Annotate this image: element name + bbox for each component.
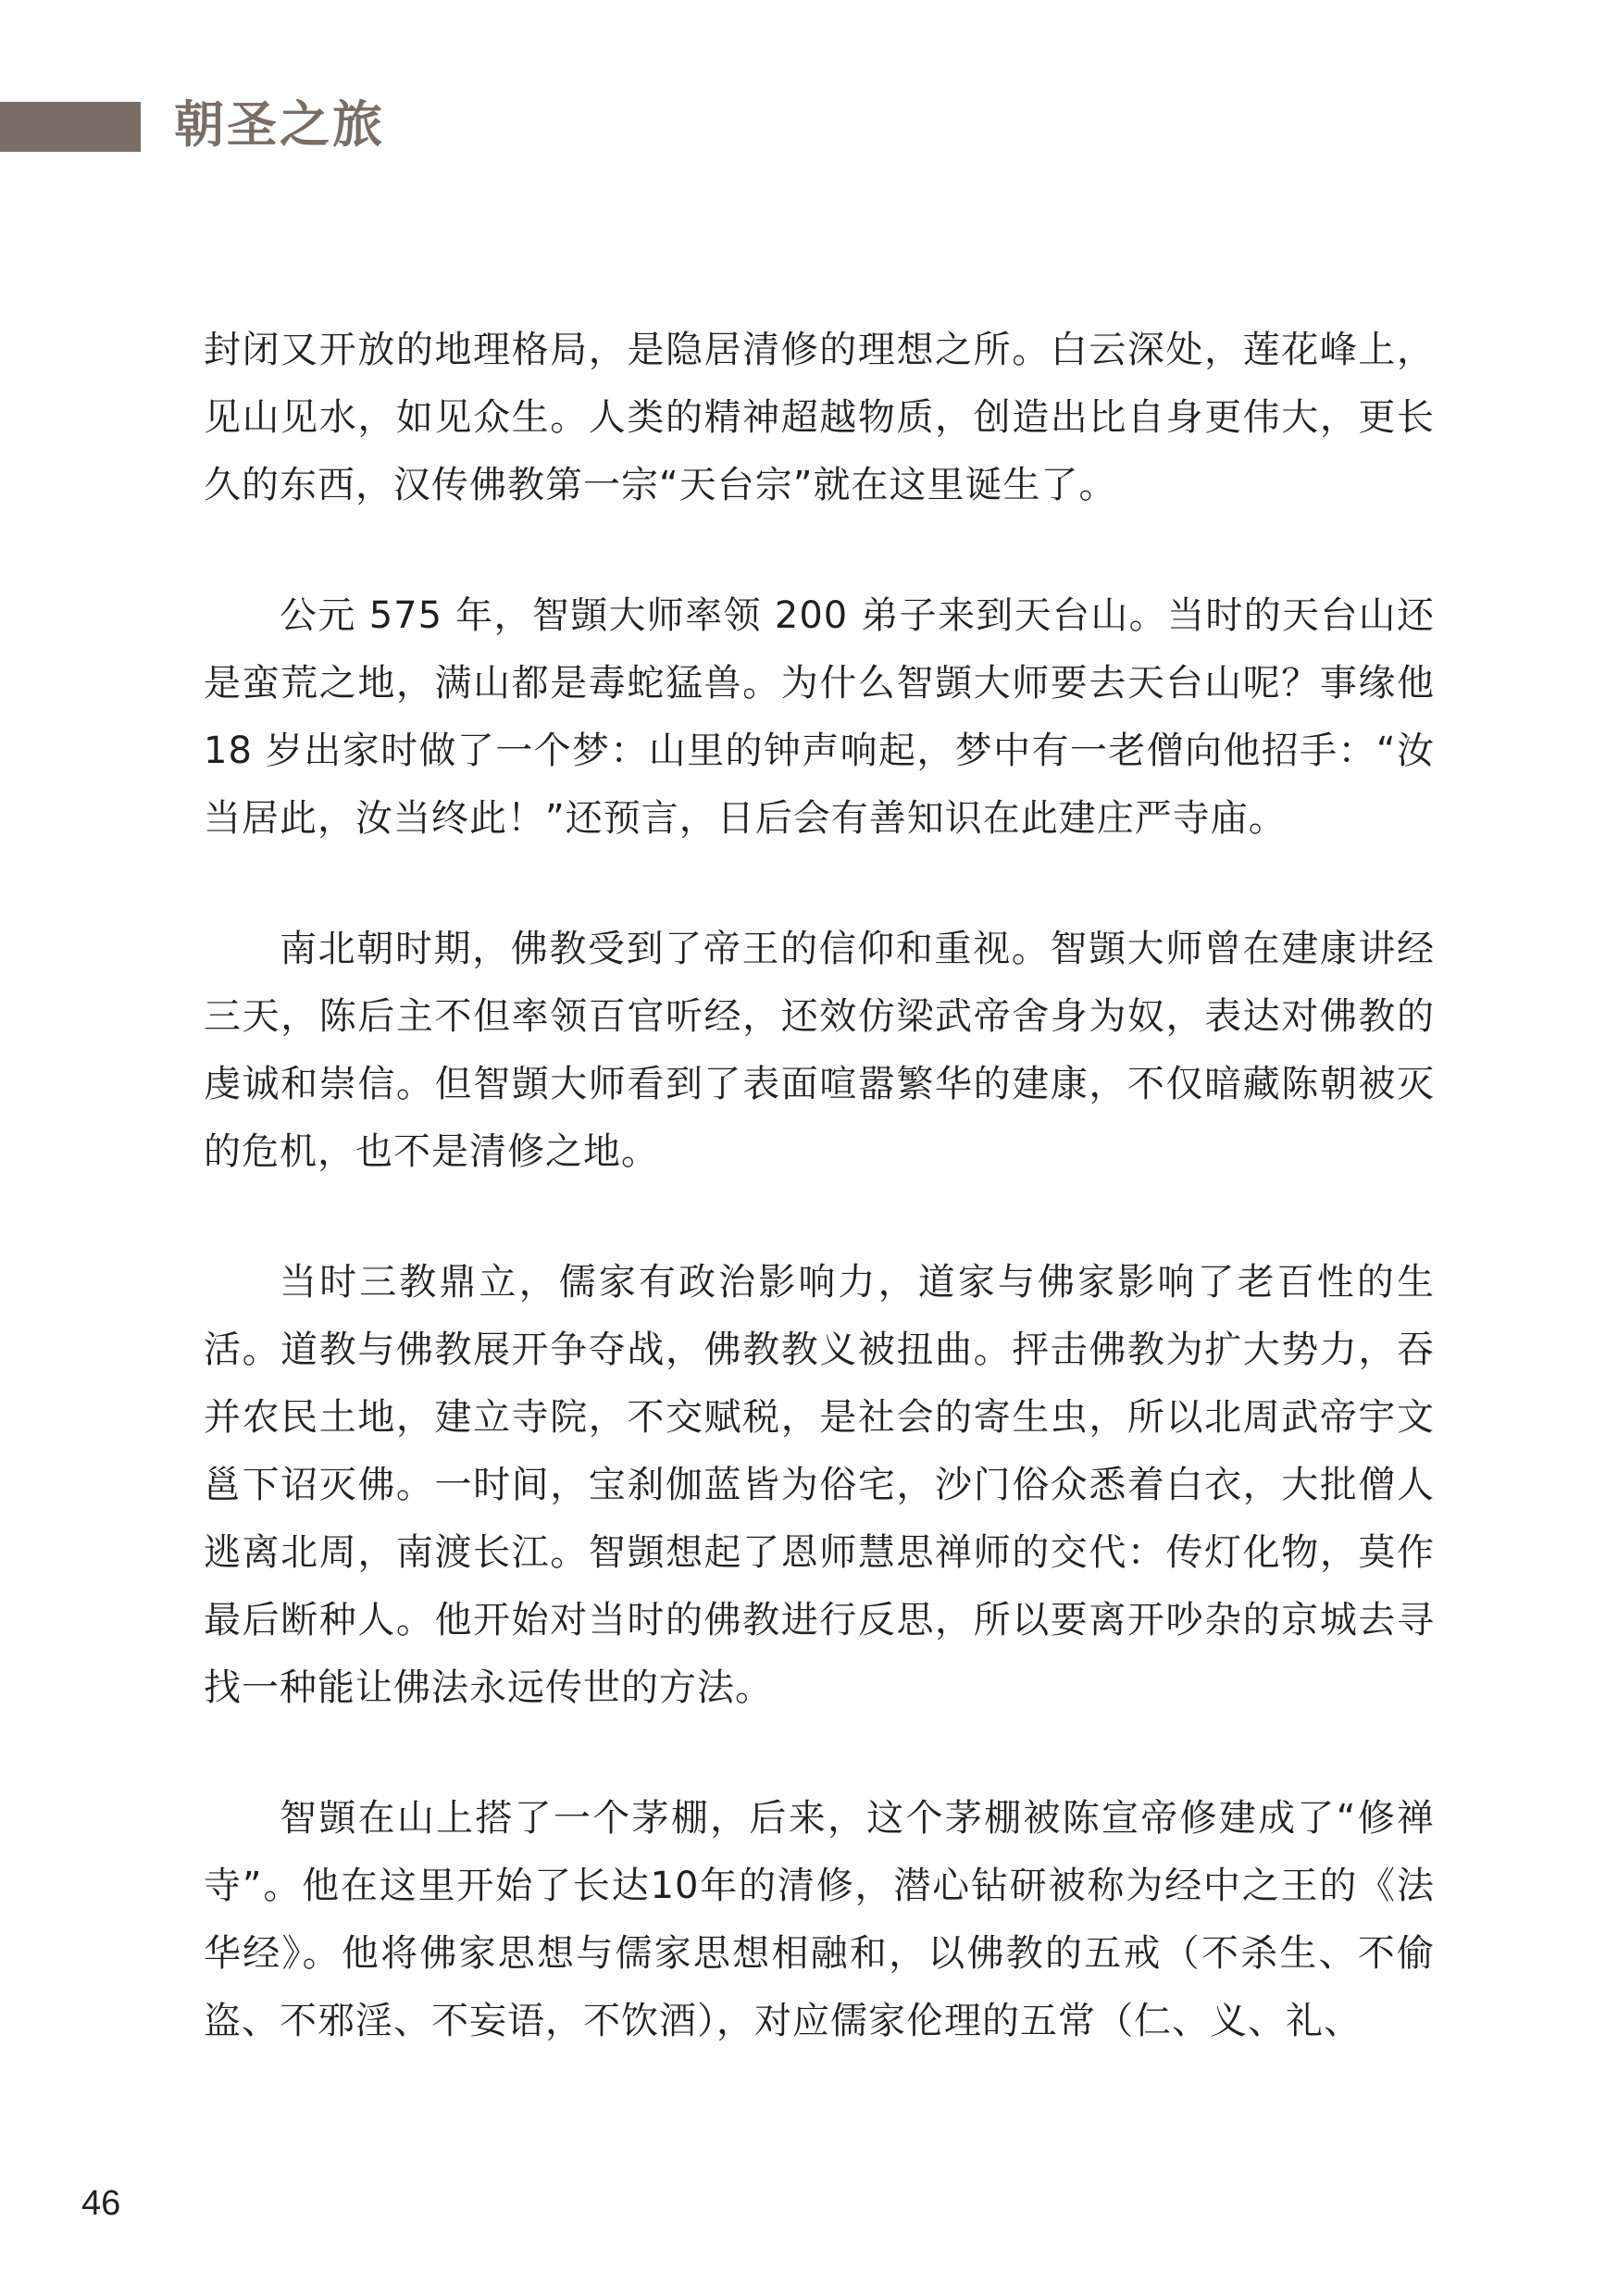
paragraph-5: 智顗在山上搭了一个茅棚，后来，这个茅棚被陈宣帝修建成了“修禅寺”。他在这里开始了长达10年的清修，潜心钻研被称为经中之王的《法华经》。他将佛家思想与儒家思想相融和，以佛教的五戒（不杀生、不偷盗、不邪淫、不妄语，不饮酒），对应儒家伦理的五常（仁、义、礼、 (204, 1797, 1435, 2042)
paragraph-2: 公元 575 年，智顗大师率领 200 弟子来到天台山。当时的天台山还是蛮荒之地，满山都是毒蛇猛兽。为什么智顗大师要去天台山呢？事缘他 18 岁出家时做了一个梦：山里的钟声响起，梦中有一老僧向他招手：“汝当居此，汝当终此！”还预言，日后会有善知识在此建庄严寺庙。 (204, 594, 1435, 840)
header-accent-bar (0, 102, 141, 152)
body-text (204, 317, 1435, 2118)
section-title: 朝圣之旅 (174, 95, 385, 154)
page-number: 46 (81, 2184, 121, 2223)
paragraph-4: 当时三教鼎立，儒家有政治影响力，道家与佛家影响了老百性的生活。道教与佛教展开争夺战，佛教教义被扭曲。抨击佛教为扩大势力，吞并农民土地，建立寺院，不交赋税，是社会的寄生虫，所以北周武帝宇文邕下诏灭佛。一时间，宝刹伽蓝皆为俗宅，沙门俗众悉着白衣，大批僧人逃离北周，南渡长江。智顗想起了恩师慧思禅师的交代：传灯化物，莫作最后断种人。他开始对当时的佛教进行反思，所以要离开吵杂的京城去寻找一种能让佛法永远传世的方法。 (204, 1261, 1435, 1709)
paragraph-3: 南北朝时期，佛教受到了帝王的信仰和重视。智顗大师曾在建康讲经三天，陈后主不但率领百官听经，还效仿梁武帝舍身为奴，表达对佛教的虔诚和崇信。但智顗大师看到了表面喧嚣繁华的建康，不仅暗藏陈朝被灭的危机，也不是清修之地。 (204, 928, 1435, 1173)
paragraph-1: 封闭又开放的地理格局，是隐居清修的理想之所。白云深处，莲花峰上，见山见水，如见众生。人类的精神超越物质，创造出比自身更伟大，更长久的东西，汉传佛教第一宗“天台宗”就在这里诞生了。 (204, 329, 1435, 506)
